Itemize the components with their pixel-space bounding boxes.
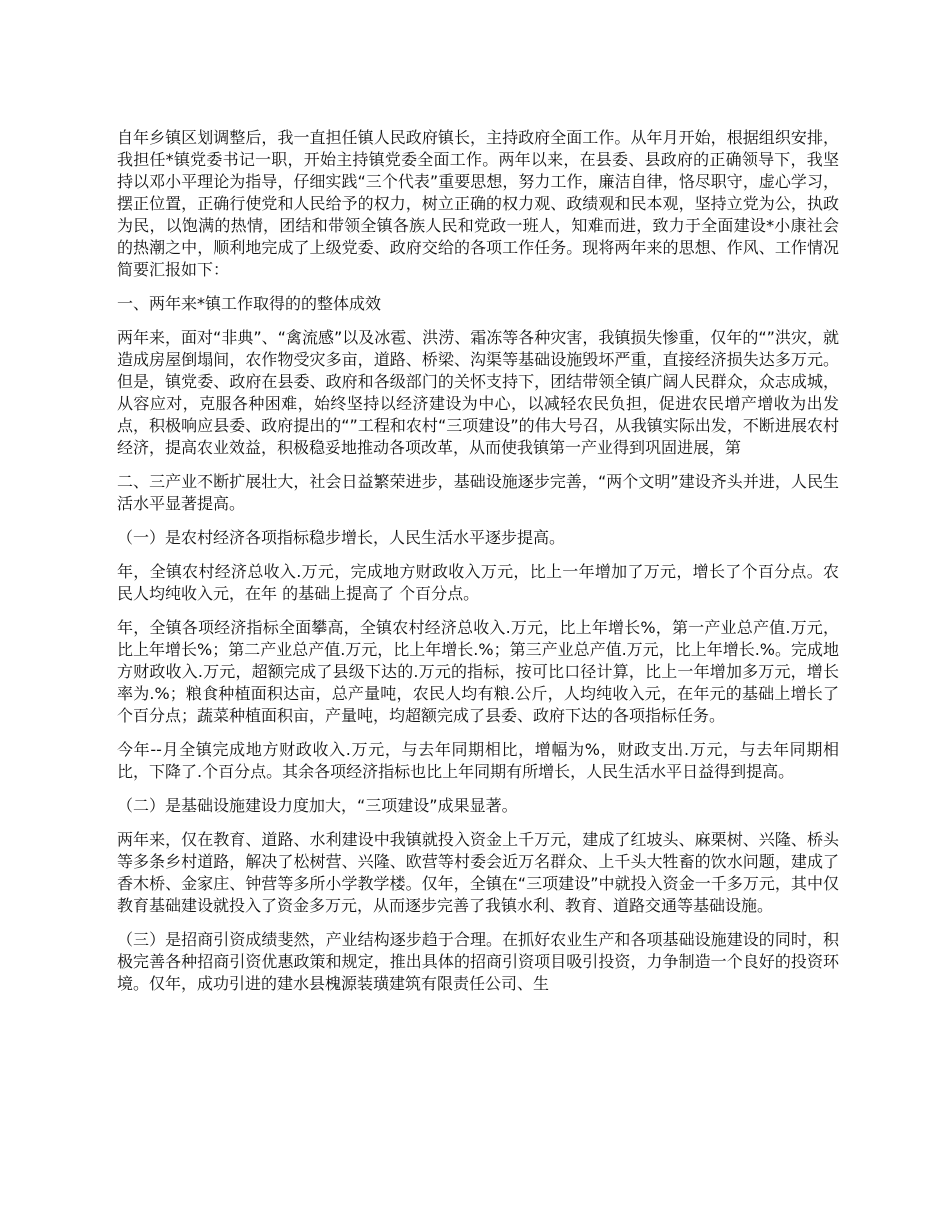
body-paragraph: 二、三产业不断扩展壮大，社会日益繁荣进步，基础设施逐步完善，“两个文明”建设齐头并进，人民生活水平显著提高。 — [117, 472, 839, 513]
subsection-heading-2: （二）是基础设施建设力度加大，“三项建设”成果显著。 — [117, 796, 518, 815]
body-paragraph: 两年来，仅在教育、道路、水利建设中我镇就投入资金上千万元，建成了红坡头、麻栗树、兴隆、桥头等多条乡村道路，解决了松树营、兴隆、欧营等村委会近万名群众、上千头大牲畜的饮水问题，建成了香木桥、金家庄、钟营等多所小学教学楼。仅年，全镇在“三项建设”中就投入资金一千多万元，其中仅教育基础建设就投入了资金多万元，从而逐步完善了我镇水利、教育、道路交通等基础设施。 — [117, 830, 839, 915]
document-body — [117, 127, 839, 1007]
body-paragraph: 年，全镇各项经济指标全面攀高，全镇农村经济总收入.万元，比上年增长%，第一产业总产值.万元，比上年增长%；第二产业总产值.万元，比上年增长.%；第三产业总产值.万元，比上年增长.%。完成地方财政收入.万元，超额完成了县级下达的.万元的指标，按可比口径计算，比上一年增加多万元，增长率为.%；粮食种植面积达亩，总产量吨，农民人均有粮.公斤，人均纯收入元，在年元的基础上增长了个百分点；蔬菜种植面积亩，产量吨，均超额完成了县委、政府下达的各项指标任务。 — [117, 618, 839, 725]
section-heading-1: 一、两年来*镇工作取得的的整体成效 — [117, 294, 382, 313]
body-paragraph: 年，全镇农村经济总收入.万元，完成地方财政收入万元，比上一年增加了万元，增长了个百分点。农民人均纯收入元，在年 的基础上提高了 个百分点。 — [117, 562, 839, 603]
body-paragraph: 今年--月全镇完成地方财政收入.万元，与去年同期相比，增幅为%，财政支出.万元，与去年同期相比，下降了.个百分点。其余各项经济指标也比上年同期有所增长，人民生活水平日益得到提高。 — [117, 740, 839, 781]
body-paragraph: 两年来，面对“非典”、“禽流感”以及冰雹、洪涝、霜冻等各种灾害，我镇损失惨重，仅年的“”洪灾，就造成房屋倒塌间，农作物受灾多亩，道路、桥梁、沟渠等基础设施毁坏严重，直接经济损失达多万元。但是，镇党委、政府在县委、政府和各级部门的关怀支持下，团结带领全镇广阔人民群众，众志成城，从容应对，克服各种困难，始终坚持以经济建设为中心，以减轻农民负担，促进农民增产增收为出发点，积极响应县委、政府提出的“”工程和农村“三项建设”的伟大号召，从我镇实际出发，不断进展农村经济，提高农业效益，积极稳妥地推动各项改革，从而使我镇第一产业得到巩固进展，第 — [117, 328, 839, 457]
subsection-heading-1: （一）是农村经济各项指标稳步增长，人民生活水平逐步提高。 — [117, 528, 566, 547]
body-paragraph: （三）是招商引资成绩斐然，产业结构逐步趋于合理。在抓好农业生产和各项基础设施建设的同时，积极完善各种招商引资优惠政策和规定，推出具体的招商引资项目吸引投资，力争制造一个良好的投资环境。仅年，成功引进的建水县槐源装璜建筑有限责任公司、生 — [117, 930, 839, 993]
intro-paragraph: 自年乡镇区划调整后，我一直担任镇人民政府镇长，主持政府全面工作。从年月开始，根据组织安排，我担任*镇党委书记一职，开始主持镇党委全面工作。两年以来，在县委、县政府的正确领导下，我坚持以邓小平理论为指导，仔细实践“三个代表”重要思想，努力工作，廉洁自律，恪尽职守，虚心学习，摆正位置，正确行使党和人民给予的权力，树立正确的权力观、政绩观和民本观，坚持立党为公，执政为民，以饱满的热情，团结和带领全镇各族人民和党政一班人，知难而进，致力于全面建设*小康社会的热潮之中，顺利地完成了上级党委、政府交给的各项工作任务。现将两年来的思想、作风、工作情况简要汇报如下： — [117, 128, 839, 279]
